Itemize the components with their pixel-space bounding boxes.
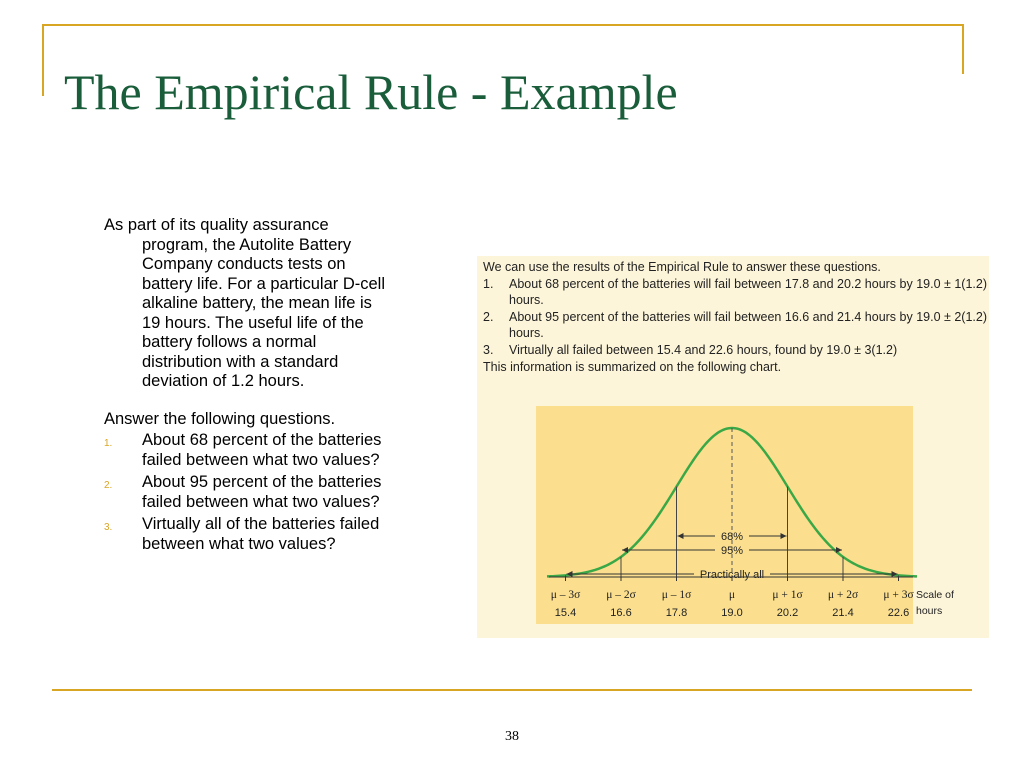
figure-item-number: 3. xyxy=(483,343,494,357)
slide-title: The Empirical Rule - Example xyxy=(64,64,678,120)
interval-label: Practically all xyxy=(699,569,765,581)
sigma-label: μ + 2σ xyxy=(827,589,859,601)
tick-value-label: 20.2 xyxy=(776,607,799,619)
empirical-rule-figure xyxy=(477,256,989,638)
figure-item-text: Virtually all failed between 15.4 and 22.6 hours, found by 19.0 ± 3(1.2) xyxy=(509,343,898,357)
normal-curve-chart xyxy=(477,256,989,638)
figure-item-text: About 68 percent of the batteries will fail between 17.8 and 20.2 hours by 19.0 ± 1(1.2) hours. xyxy=(509,277,987,307)
frame-line-left xyxy=(42,24,44,96)
question-item xyxy=(104,431,394,470)
sigma-label: μ – 3σ xyxy=(550,589,581,601)
sigma-label: μ – 2σ xyxy=(606,589,636,601)
intro-paragraph: As part of its quality assurance program, the Autolite Battery Company conducts tests on battery life. For a particular D-cell alkaline battery, the mean life is 19 hours. The useful life of the battery follows a normal distribution with a standard deviation of 1.2 hours. xyxy=(104,216,385,390)
scale-label: Scale of xyxy=(916,589,954,601)
figure-item-number: 1. xyxy=(483,277,494,291)
tick-value-label: 19.0 xyxy=(721,607,743,619)
frame-line-top xyxy=(42,24,964,26)
question-number: 2. xyxy=(104,480,113,491)
question-item xyxy=(104,515,394,554)
question-number: 3. xyxy=(104,522,113,533)
question-intro: Answer the following questions. xyxy=(104,409,336,428)
question-list xyxy=(104,431,394,554)
interval-label: 68% xyxy=(720,531,744,543)
sigma-label: μ + 3σ xyxy=(883,589,914,601)
sigma-label: μ xyxy=(728,589,736,601)
sigma-label: μ – 1σ xyxy=(661,589,692,601)
question-text: Virtually all of the batteries failed between what two values? xyxy=(142,515,380,553)
interval-label: 95% xyxy=(720,545,744,557)
sigma-label: μ + 1σ xyxy=(772,589,803,601)
tick-value-label: 22.6 xyxy=(887,607,910,619)
tick-value-label: 15.4 xyxy=(554,607,577,619)
frame-line-bottom xyxy=(52,689,972,691)
tick-value-label: 17.8 xyxy=(665,607,688,619)
figure-closing: This information is summarized on the following chart. xyxy=(483,360,782,374)
scale-unit-label: hours xyxy=(916,605,943,617)
frame-line-right xyxy=(962,24,964,74)
page-number: 38 xyxy=(505,729,519,744)
figure-lead: We can use the results of the Empirical Rule to answer these questions. xyxy=(483,260,881,274)
figure-item-text: About 95 percent of the batteries will fail between 16.6 and 21.4 hours by 19.0 ± 2(1.2) hours. xyxy=(509,310,987,340)
question-number: 1. xyxy=(104,438,113,449)
figure-item-number: 2. xyxy=(483,310,494,324)
tick-value-label: 21.4 xyxy=(832,607,854,619)
question-item xyxy=(104,473,394,512)
question-text: About 95 percent of the batteries failed between what two values? xyxy=(142,473,382,511)
body-text xyxy=(104,216,394,557)
question-text: About 68 percent of the batteries failed between what two values? xyxy=(142,431,382,469)
tick-value-label: 16.6 xyxy=(610,607,632,619)
